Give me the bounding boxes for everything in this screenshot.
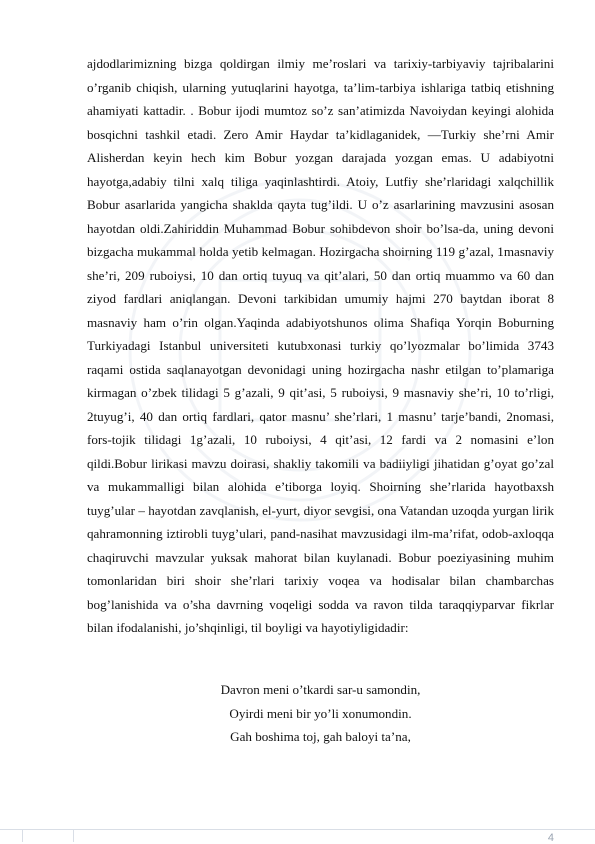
verse-line: Gah boshima toj, gah baloyi ta’na, (230, 729, 411, 744)
footer-divider (0, 829, 595, 830)
verse-line: Oyirdi meni bir yo’li xonumondin. (229, 705, 412, 721)
poem-verse (87, 678, 554, 749)
footer-tab-decoration (22, 829, 74, 842)
verse-line: Davron meni o’tkardi sar-u samondin, (220, 682, 421, 697)
body-paragraph (87, 52, 554, 640)
body-paragraph-text: ajdodlarimizning bizga qoldirgan ilmiy me’roslari va tarixiy-tarbiyaviy tajribalarini o’rganib chiqish, ularning yutuqlarini hayotga, ta’lim-tarbiya ishlariga tatbiq etishning ahamiyati kattadir. . Bobur ijodi mumtoz so’z san’atimizda Navoiydan keyingi alohida bosqichni tashkil etadi. Zero Amir Haydar ta’kidlaganidek, —Turkiy she’rni Amir Alisherdan keyin hech kim Bobur yozgan darajada yozgan emas. U adabiyotni hayotga,adabiy tilni xalq tiliga yaqinlashtirdi. Atoiy, Lutfiy she’rlaridagi xalqchillik Bobur asarlarida yangicha shaklda qayta tug’ildi. U o’z asarlarining mavzusini asosan hayotdan oldi.Zahiriddin Muhammad Bobur sohibdevon shoir bo’lsa-da, uning devoni bizgacha mukammal holda yetib kelmagan. Hozirgacha shoirning 119 g’azal, 1masnaviy she’ri, 209 ruboiysi, 10 dan ortiq tuyuq va qit’alari, 50 dan ortiq muammo va 60 dan ziyod fardlari aniqlangan. Devoni tarkibidan umumiy hajmi 270 baytdan iborat 8 masnaviy ham o’rin olgan.Yaqinda adabiyotshunos olima Shafiqa Yorqin Boburning Turkiyadagi Istanbul universiteti kutubxonasi turkiy qo’lyozmalar bo’limida 3743 raqami ostida saqlanayotgan devonidagi uning hozirgacha nashr etilgan to’plamariga kirmagan o’zbek tilidagi 5 g’azali, 9 qit’asi, 5 ruboiysi, 9 masnaviy she’ri, 10 to’rligi, 2tuyug’i, 40 dan ortiq fardlari, qator masnu’ she’rlari, 1 masnu’ tarje’bandi, 2nomasi, fors-tojik tilidagi 1g’azali, 10 ruboiysi, 4 qit’asi, 12 fardi va 2 nomasini e’lon qildi.Bobur lirikasi mavzu doirasi, shakliy takomili va badiiyligi jihatidan g’oyat go’zal va mukammalligi bilan alohida e’tiborga loyiq. Shoirning she’rlarida hayotbaxsh tuyg’ular – hayotdan zavqlanish, el-yurt, diyor sevgisi, ona Vatandan uzoqda yurgan lirik qahramonning iztirobli tuyg’ulari, pand-nasihat mavzusidagi ilm-ma’rifat, odob-axloqqa chaqiruvchi mavzular yuksak mahorat bilan kuylanadi. Bobur poeziyasining muhim tomonlaridan biri shoir she’rlari tarixiy voqea va hodisalar bilan chambarchas bog’lanishida va o’sha davrning voqeligi sodda va ravon tilda taraqqiyparvar fikrlar bilan ifodalanishi, jo’shqinligi, til boyligi va hayotiyligidadir: (87, 56, 554, 635)
page-number: 4 (547, 832, 554, 844)
